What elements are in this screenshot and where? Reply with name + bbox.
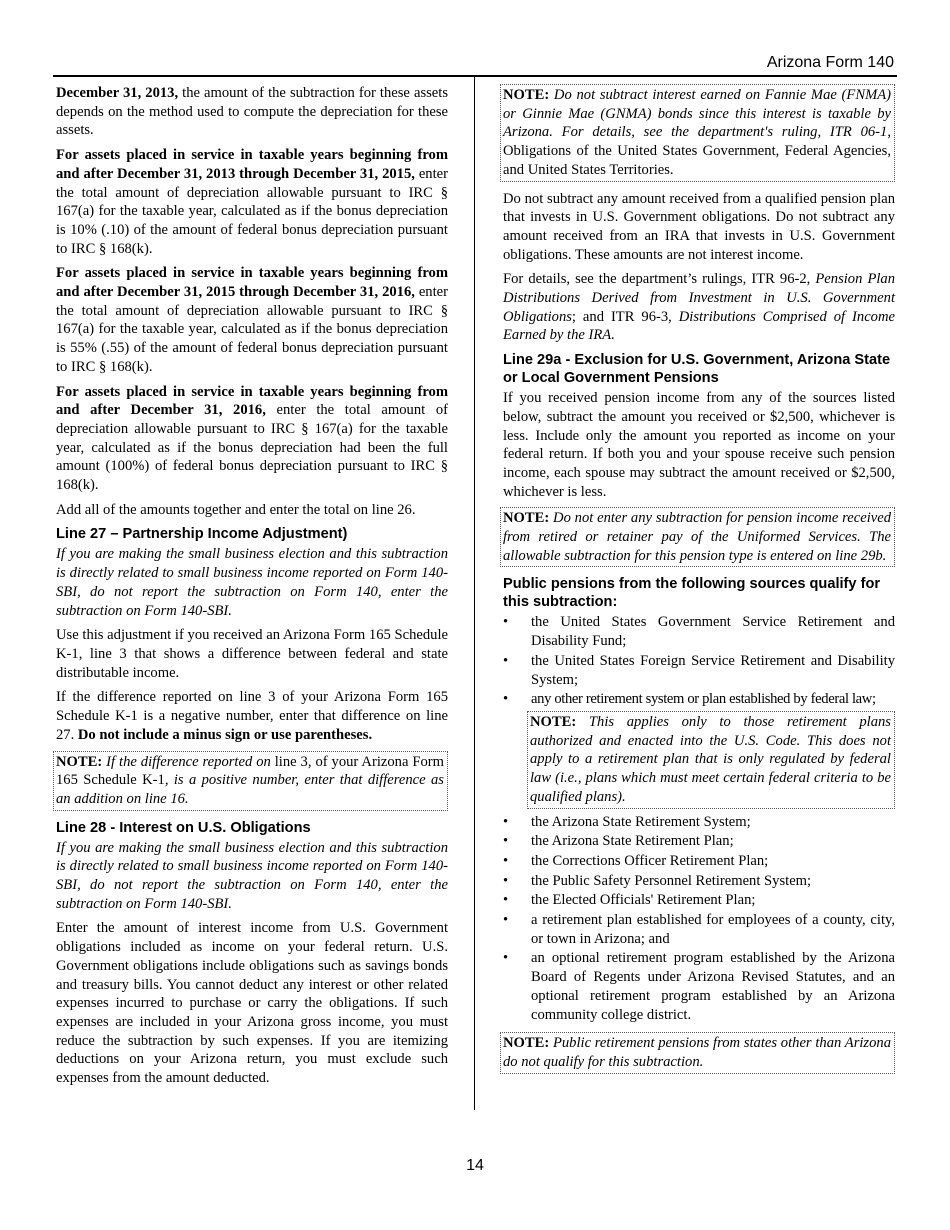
note-box-uniformed-services: NOTE: Do not enter any subtraction for pension income received from retired or retainer pay of the Uniformed Services. The allowable subtraction for this pension type is entered on line 29b. xyxy=(500,507,895,567)
list-item: • an optional retirement program established by the Arizona Board of Regents under Arizona Revised Statutes, and an optional retirement program established by an Arizona community college district. xyxy=(503,949,895,1024)
paragraph: For assets placed in service in taxable years beginning from and after December 31, 2013 through December 31, 2015, enter the total amount of depreciation allowable pursuant to IRC § 167(a) for the taxable year, calculated as if the bonus depreciation is 10% (.10) of the amount of federal bonus depreciation pursuant to IRC § 168(k). xyxy=(56,147,448,257)
paragraph: Add all of the amounts together and enter the total on line 26. xyxy=(56,501,416,518)
paragraph: If the difference reported on line 3 of your Arizona Form 165 Schedule K-1 is a negative number, enter that difference on line 27. Do not include a minus sign or use parentheses. xyxy=(56,689,448,743)
list-item: • the United States Government Service Retirement and Disability Fund; xyxy=(503,613,895,650)
right-column xyxy=(503,84,895,1082)
header-rule xyxy=(53,75,897,77)
left-column xyxy=(56,84,448,1094)
list-item: • the United States Foreign Service Retirement and Disability System; xyxy=(503,652,895,689)
heading-line-27: Line 27 – Partnership Income Adjustment) xyxy=(56,526,348,543)
list-item: • any other retirement system or plan established by federal law; xyxy=(503,690,895,709)
list-item: • the Elected Officials' Retirement Plan; xyxy=(503,891,895,910)
heading-line-28: Line 28 - Interest on U.S. Obligations xyxy=(56,819,311,836)
pension-source-list-2 xyxy=(503,813,895,1025)
paragraph: Use this adjustment if you received an Arizona Form 165 Schedule K-1, line 3 that shows a difference between federal and state distributable income. xyxy=(56,627,448,681)
paragraph: If you are making the small business election and this subtraction is directly related to small business income reported on Form 140-SBI, do not report the subtraction on Form 140, enter the subtraction on Form 140-SBI. xyxy=(56,546,448,619)
note-box-other-states: NOTE: Public retirement pensions from states other than Arizona do not qualify for this subtraction. xyxy=(500,1032,895,1073)
paragraph: Do not subtract any amount received from a qualified pension plan that invests in U.S. Government obligations. Do not subtract any amount received from an IRA that invests in U.S. Government obligations. These amounts are not interest income. xyxy=(503,190,895,263)
list-item: • the Arizona State Retirement Plan; xyxy=(503,832,895,851)
list-item: • a retirement plan established for employees of a county, city, or town in Arizona; and xyxy=(503,911,895,948)
paragraph: If you received pension income from any of the sources listed below, subtract the amount you received or $2,500, whichever is less. Include only the amount you reported as income on your federal return. If both you and your spouse receive such pension income, each spouse may subtract the amount received or $2,500, whichever is less. xyxy=(503,390,895,500)
paragraph: For assets placed in service in taxable years beginning from and after December 31, 2016, enter the total amount of depreciation allowable pursuant to IRC § 167(a) for the taxable year, calculated as if the bonus depreciation had been the full amount (100%) of federal bonus depreciation pursuant to IRC § 168(k). xyxy=(56,383,448,494)
note-box-line-27: NOTE: If the difference reported on line 3, of your Arizona Form 165 Schedule K-1, is a positive number, enter that difference as an addition on line 16. xyxy=(53,751,448,811)
note-box-federal-plans: NOTE: This applies only to those retirement plans authorized and enacted into the U.S. Code. This does not apply to a retirement plan that is only regulated by federal law (i.e., plans which must meet certain federal criteria to be qualified plans). xyxy=(527,711,895,809)
paragraph: Enter the amount of interest income from U.S. Government obligations included as income on your federal return. U.S. Government obligations include obligations such as savings bonds and treasury bills. You cannot deduct any interest or other related expenses incurred to purchase or carry the obligations. If such expenses are included in your Arizona gross income, you must reduce the subtraction by such expenses. If you are itemizing deductions on your Arizona return, you must exclude such expenses from the amount deducted. xyxy=(56,920,448,1087)
list-item: • the Public Safety Personnel Retirement System; xyxy=(503,872,895,891)
note-box-fnma: NOTE: Do not subtract interest earned on Fannie Mae (FNMA) or Ginnie Mae (GNMA) bonds since this interest is taxable by Arizona. For details, see the department's ruling, ITR 06-1, Obligations of the United States Government, Federal Agencies, and United States Territories. xyxy=(500,84,895,182)
paragraph: For assets placed in service in taxable years beginning from and after December 31, 2015 through December 31, 2016, enter the total amount of depreciation allowable pursuant to IRC § 167(a) for the taxable year, calculated as if the bonus depreciation is 55% (.55) of the amount of federal bonus depreciation pursuant to IRC § 168(k). xyxy=(56,265,448,375)
list-item: • the Corrections Officer Retirement Plan; xyxy=(503,852,895,871)
column-divider xyxy=(474,76,475,1110)
form-title: Arizona Form 140 xyxy=(766,54,894,71)
paragraph: For details, see the department’s rulings, ITR 96-2, Pension Plan Distributions Derived from Investment in U.S. Government Obligations; and ITR 96-3, Distributions Comprised of Income Earned by the IRA. xyxy=(503,271,896,344)
list-item: • the Arizona State Retirement System; xyxy=(503,813,895,832)
heading-public-pensions: Public pensions from the following sources qualify for this subtraction: xyxy=(503,576,881,611)
page-number: 14 xyxy=(466,1157,484,1174)
paragraph: If you are making the small business election and this subtraction is directly related to small business income reported on Form 140-SBI, do not report the subtraction on Form 140, enter the subtraction on Form 140-SBI. xyxy=(56,839,448,912)
paragraph: December 31, 2013, the amount of the subtraction for these assets depends on the method used to compute the depreciation for these assets. xyxy=(56,85,449,139)
heading-line-29a: Line 29a - Exclusion for U.S. Government, Arizona State or Local Government Pensions xyxy=(503,352,891,387)
pension-source-list xyxy=(503,613,895,709)
